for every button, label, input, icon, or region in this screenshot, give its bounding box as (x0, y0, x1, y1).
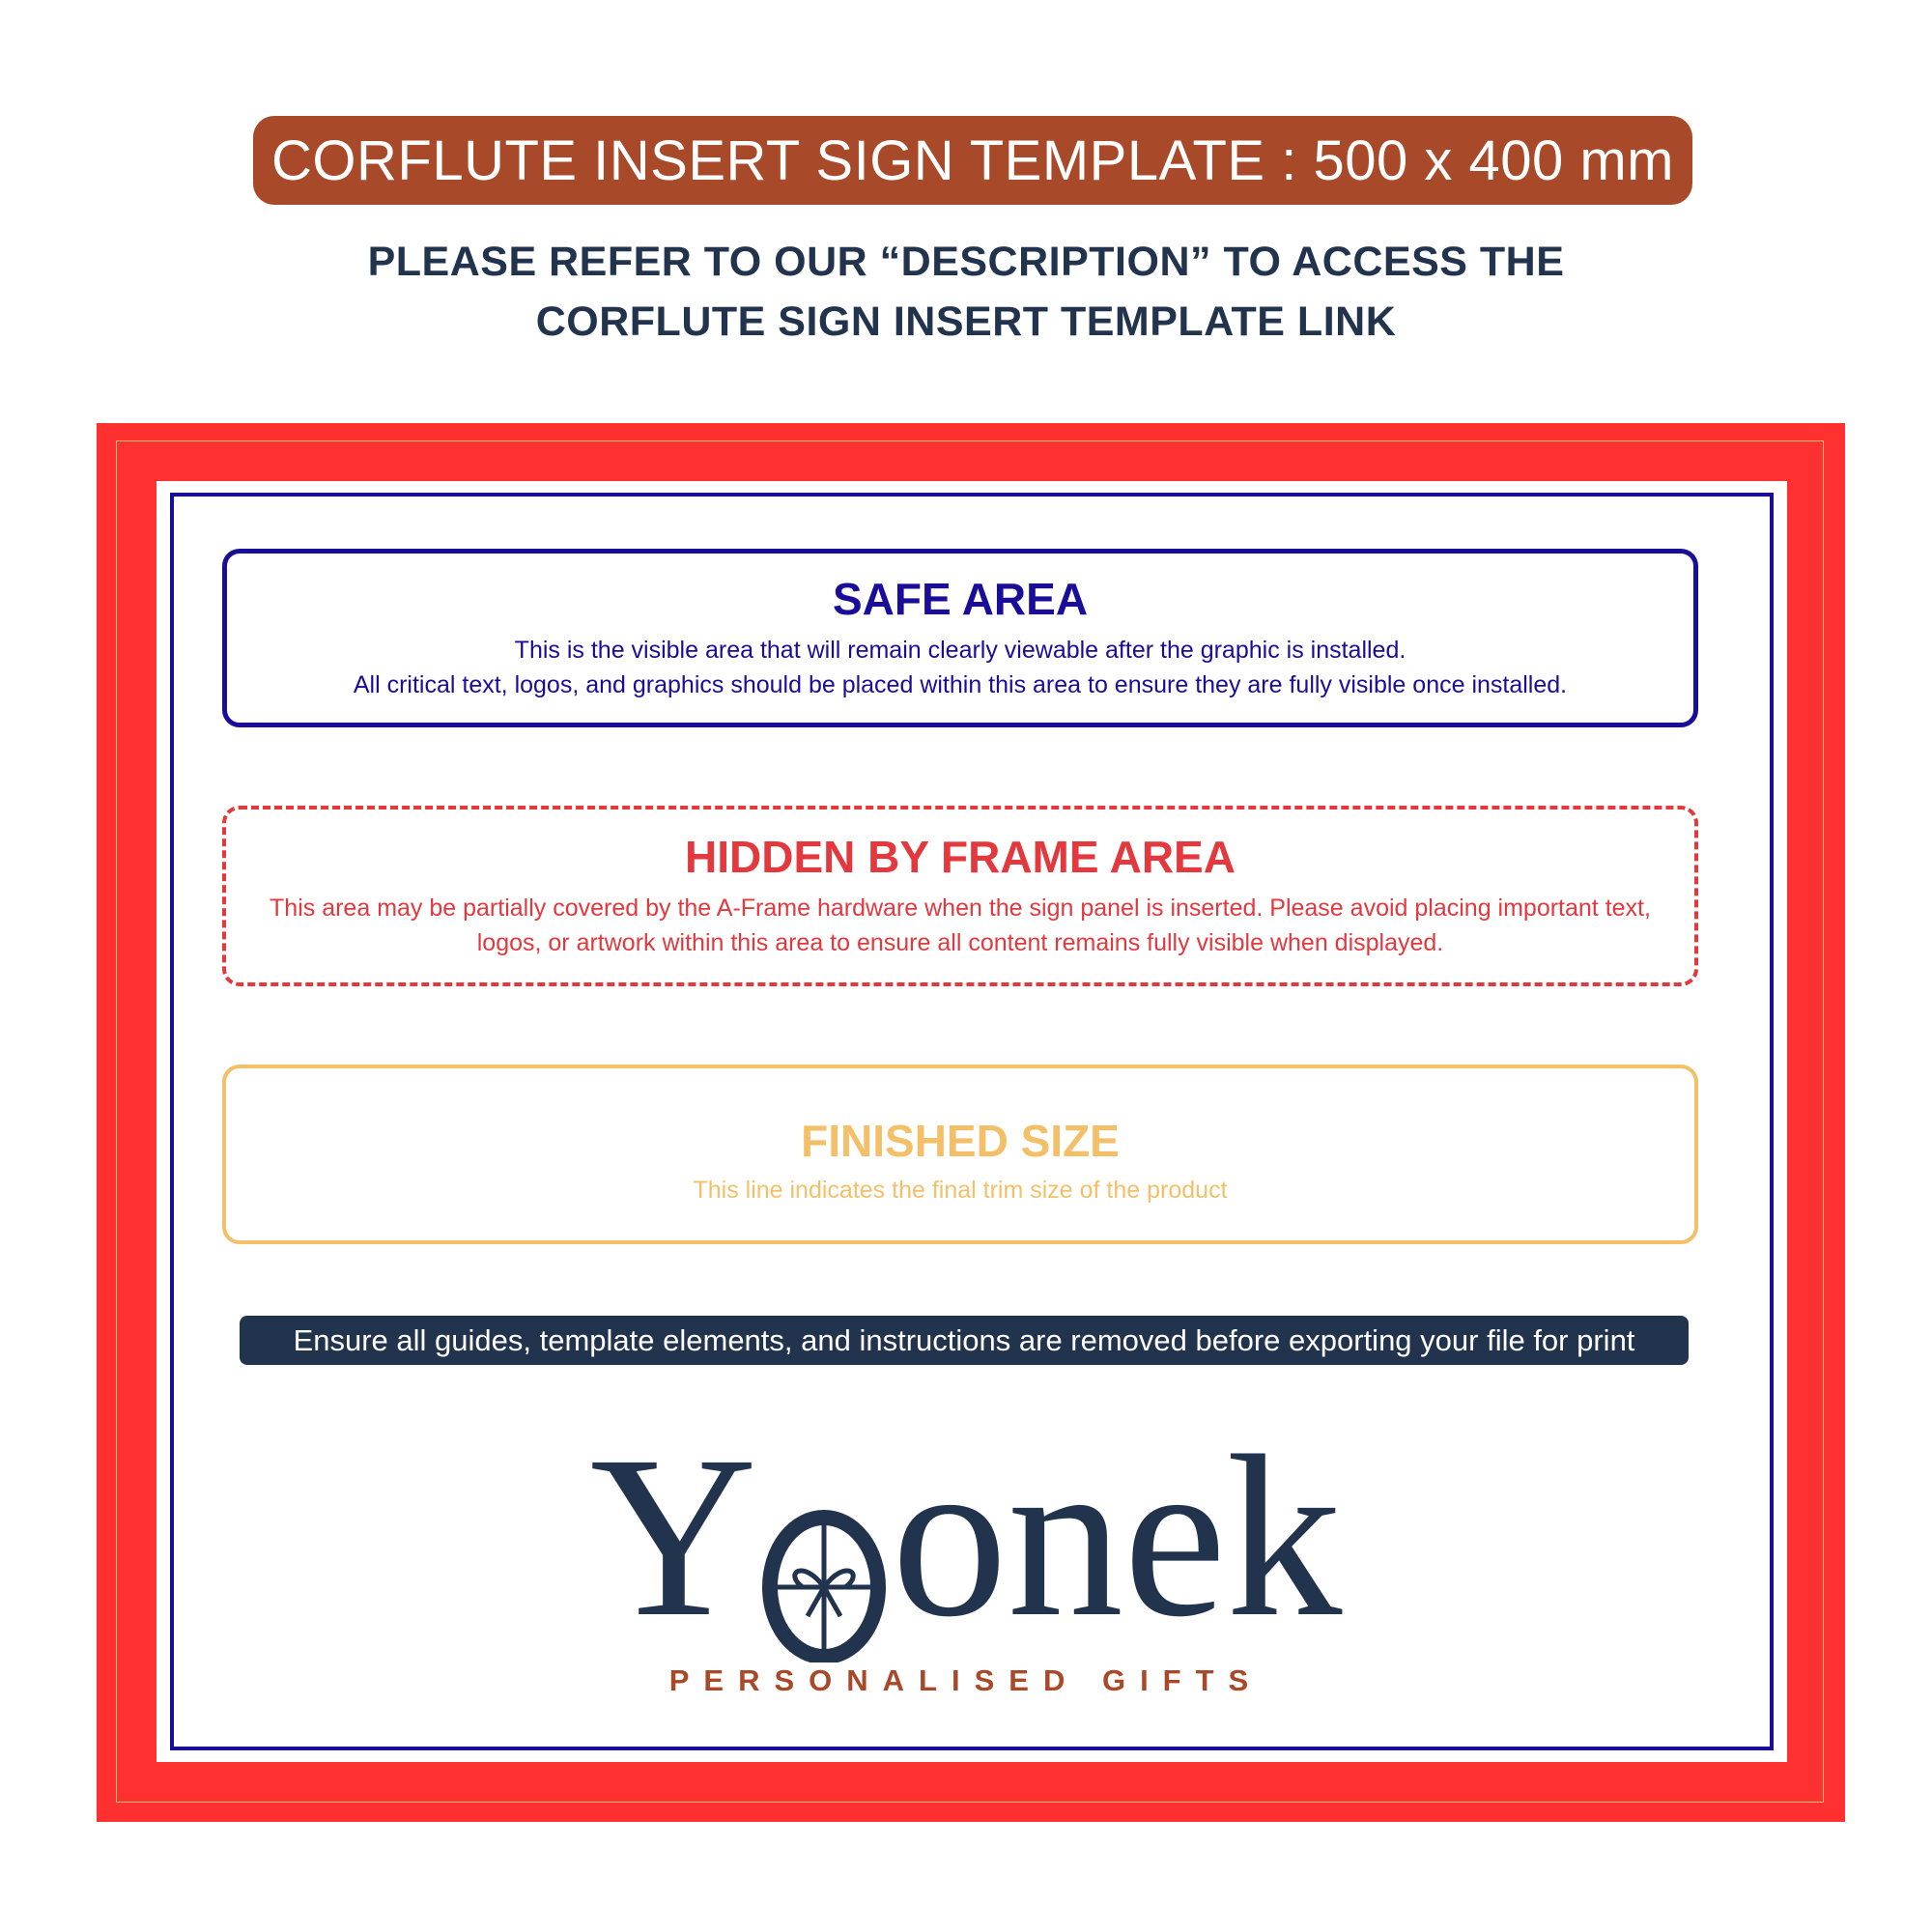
finished-size-description: This line indicates the final trim size of the product (693, 1177, 1228, 1204)
logo-letter-y: Y (589, 1407, 757, 1664)
safe-area-line-2: All critical text, logos, and graphics should be placed within this area to ensure they are fully visible once installed. (353, 671, 1568, 698)
hidden-area-legend (222, 806, 1698, 986)
gift-bow-icon (759, 1478, 890, 1642)
template-title: CORFLUTE INSERT SIGN TEMPLATE : 500 x 400 mm (253, 116, 1692, 205)
hidden-area-description: This area may be partially covered by the A-Frame hardware when the sign panel is inserted. Please avoid placing important text, logos, or artwork within this area to ensure all content remains fully visible when displayed. (270, 895, 1651, 956)
brand-logo (0, 1407, 1932, 1664)
subtitle-line-1: PLEASE REFER TO OUR “DESCRIPTION” TO ACCESS THE (367, 239, 1565, 285)
logo-letters-onek: onek (891, 1407, 1343, 1664)
safe-area-heading: SAFE AREA (832, 574, 1089, 624)
finished-size-heading: FINISHED SIZE (801, 1116, 1120, 1166)
safe-area-description (227, 633, 1693, 702)
safe-area-line-1: This is the visible area that will remain clearly viewable after the graphic is installed. (514, 637, 1406, 664)
hidden-area-heading: HIDDEN BY FRAME AREA (685, 832, 1236, 882)
safe-area-legend (222, 549, 1698, 727)
export-notice: Ensure all guides, template elements, and instructions are removed before exporting your file for print (240, 1316, 1689, 1365)
subtitle-line-2: CORFLUTE SIGN INSERT TEMPLATE LINK (535, 298, 1397, 345)
instruction-subtitle (193, 232, 1739, 352)
logo-tagline: PERSONALISED GIFTS (668, 1663, 1264, 1697)
finished-size-legend (222, 1065, 1698, 1244)
